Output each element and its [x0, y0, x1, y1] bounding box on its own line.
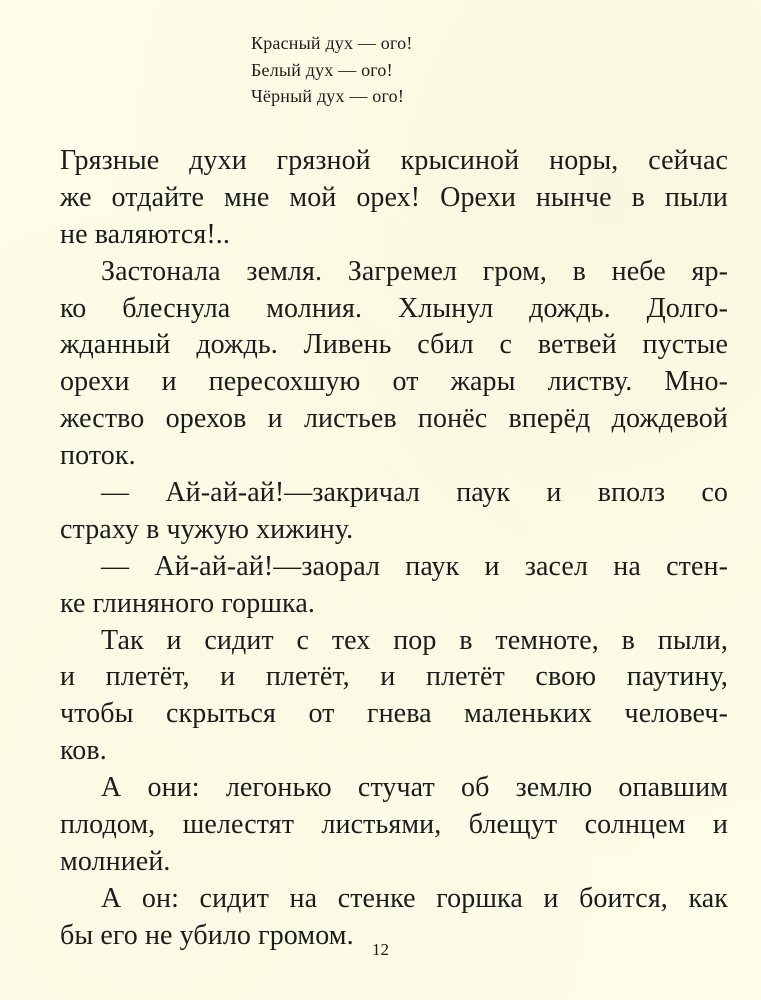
text-line: А они: легонько стучат об землю опавшим	[101, 772, 728, 804]
text-line: — Ай-ай-ай!—закричал паук и вполз со	[101, 477, 728, 509]
poem-line: Белый дух — ого!	[251, 59, 393, 80]
text-line: же отдайте мне мой орех! Орехи нынче в пыли	[60, 181, 728, 213]
text-line: А он: сидит на стенке горшка и боится, как	[101, 882, 728, 914]
body-text	[60, 143, 728, 955]
text-line: ке глиняного горшка.	[60, 587, 315, 619]
text-line: жество орехов и листьев понёс вперёд дождевой	[60, 403, 728, 435]
text-line: Так и сидит с тех пор в темноте, в пыли,	[101, 624, 728, 656]
text-line: чтобы скрыться от гнева маленьких человеч-	[60, 698, 728, 730]
text-line: жданный дождь. Ливень сбил с ветвей пустые	[60, 329, 728, 361]
text-line: страху в чужую хижину.	[60, 513, 354, 545]
poem-line: Красный дух — ого!	[251, 33, 413, 53]
text-line: плодом, шелестят листьями, блещут солнцем и	[60, 809, 728, 841]
poem-line: Чёрный дух — ого!	[251, 86, 405, 106]
text-line: не валяются!..	[60, 218, 230, 250]
text-line: Застонала земля. Загремел гром, в небе яр-	[101, 255, 728, 287]
text-line: и плетёт, и плетёт, и плетёт свою паутину,	[60, 661, 728, 693]
text-line: поток.	[60, 440, 136, 472]
text-line: — Ай-ай-ай!—заорал паук и засел на стен-	[101, 550, 728, 582]
text-line: Грязные духи грязной крысиной норы, сейчас	[60, 145, 728, 176]
text-line: молнией.	[60, 845, 171, 877]
text-line: бы его не убило громом.	[60, 919, 354, 951]
text-line: орехи и пересохшую от жары листву. Мно-	[60, 366, 728, 398]
text-line: ко блеснула молния. Хлынул дождь. Долго-	[60, 292, 728, 324]
page-number: 12	[372, 940, 389, 959]
text-line: ков.	[60, 735, 107, 767]
poem-stanza	[251, 30, 413, 110]
